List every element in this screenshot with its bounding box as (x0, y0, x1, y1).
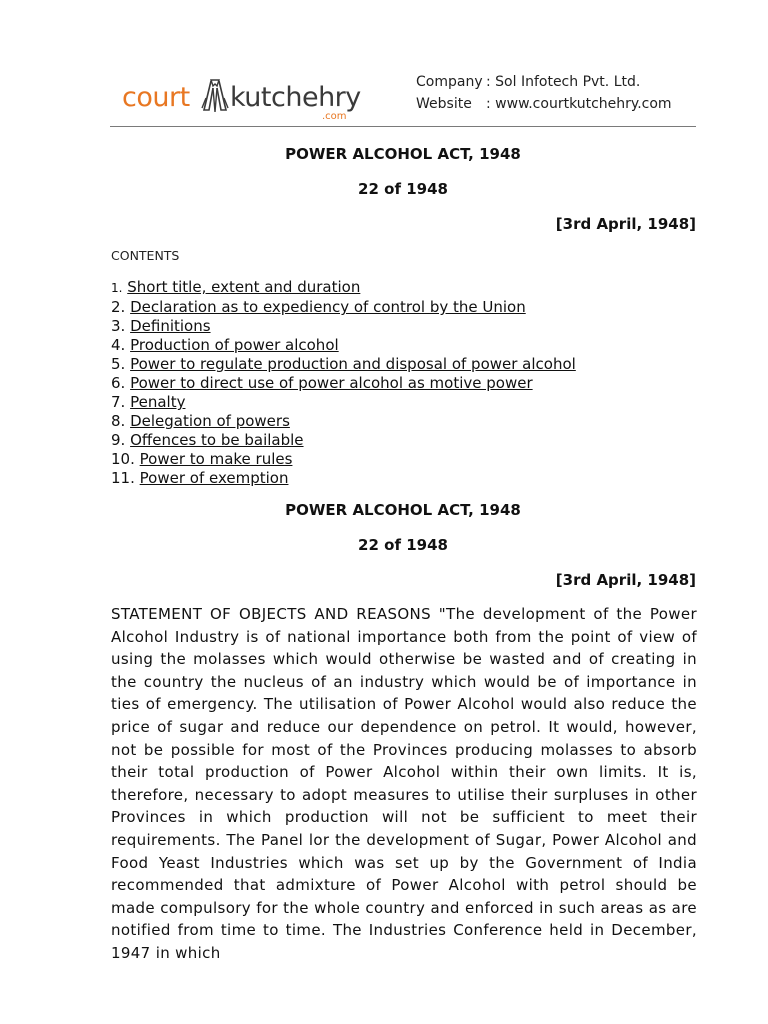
contents-heading: CONTENTS (111, 248, 180, 263)
toc-link-rules[interactable]: Power to make rules (139, 450, 293, 468)
toc-link-definitions[interactable]: Definitions (130, 317, 211, 335)
toc-item (111, 336, 576, 355)
header-divider (110, 126, 696, 127)
toc-number: 1. (111, 281, 123, 295)
toc-link-regulate[interactable]: Power to regulate production and disposal of power alcohol (130, 355, 576, 373)
company-value: : Sol Infotech Pvt. Ltd. (486, 74, 641, 90)
toc-item (111, 355, 576, 374)
toc-item (111, 469, 576, 488)
toc-number: 4. (111, 336, 126, 354)
act-title-repeat: POWER ALCOHOL ACT, 1948 (285, 501, 521, 519)
toc-link-declaration[interactable]: Declaration as to expediency of control by the Union (130, 298, 526, 316)
website-row (416, 93, 672, 115)
toc-number: 3. (111, 317, 126, 335)
toc-link-exemption[interactable]: Power of exemption (139, 469, 289, 487)
toc-number: 9. (111, 431, 126, 449)
toc-item (111, 374, 576, 393)
toc-item (111, 298, 576, 317)
toc-number: 2. (111, 298, 126, 316)
company-info (416, 71, 672, 115)
logo-court-text: court (122, 82, 190, 113)
toc-item (111, 431, 576, 450)
toc-item (111, 450, 576, 469)
toc-link-bailable[interactable]: Offences to be bailable (130, 431, 304, 449)
act-title: POWER ALCOHOL ACT, 1948 (285, 145, 521, 163)
website-label: Website (416, 96, 472, 112)
act-number: 22 of 1948 (358, 180, 448, 198)
toc-link-delegation[interactable]: Delegation of powers (130, 412, 290, 430)
logo-com-text: .com (322, 111, 347, 122)
act-date: [3rd April, 1948] (555, 215, 696, 233)
logo-kutchehry-text: kutchehry (230, 82, 361, 113)
toc-item (111, 317, 576, 336)
company-row (416, 71, 672, 93)
toc-link-short-title[interactable]: Short title, extent and duration (127, 278, 361, 296)
toc-link-production[interactable]: Production of power alcohol (130, 336, 339, 354)
toc-link-penalty[interactable]: Penalty (130, 393, 186, 411)
table-of-contents (111, 278, 576, 488)
toc-link-motive-power[interactable]: Power to direct use of power alcohol as motive power (130, 374, 533, 392)
toc-item (111, 278, 576, 298)
toc-number: 5. (111, 355, 126, 373)
company-label: Company (416, 74, 483, 90)
toc-item (111, 412, 576, 431)
statement-of-objects-paragraph: STATEMENT OF OBJECTS AND REASONS "The development of the Power Alcohol Industry is of national importance both from the point of view of using the molasses which would otherwise be wasted and of creating in the country the nucleus of an industry which would be of importance in ties of emergency. The utilisation of Power Alcohol would also reduce the price of sugar and reduce our dependence on petrol. It would, however, not be possible for most of the Provinces producing molasses to absorb their total production of Power Alcohol within their own limits. It is, therefore, necessary to adopt measures to utilise their surpluses in other Provinces in which production will not be sufficient to meet their requirements. The Panel lor the development of Sugar, Power Alcohol and Food Yeast Industries which was set up by the Government of India recommended that admixture of Power Alcohol with petrol should be made compulsory for the whole country and enforced in such areas as are notified from time to time. The Industries Conference held in December, 1947 in which (111, 605, 697, 962)
toc-number: 11. (111, 469, 135, 487)
lawyer-gown-icon (199, 78, 231, 114)
website-value[interactable]: : www.courtkutchehry.com (486, 96, 672, 112)
toc-number: 10. (111, 450, 135, 468)
toc-number: 8. (111, 412, 126, 430)
act-date-repeat: [3rd April, 1948] (555, 571, 696, 589)
toc-number: 6. (111, 374, 126, 392)
toc-number: 7. (111, 393, 126, 411)
act-number-repeat: 22 of 1948 (358, 536, 448, 554)
toc-item (111, 393, 576, 412)
